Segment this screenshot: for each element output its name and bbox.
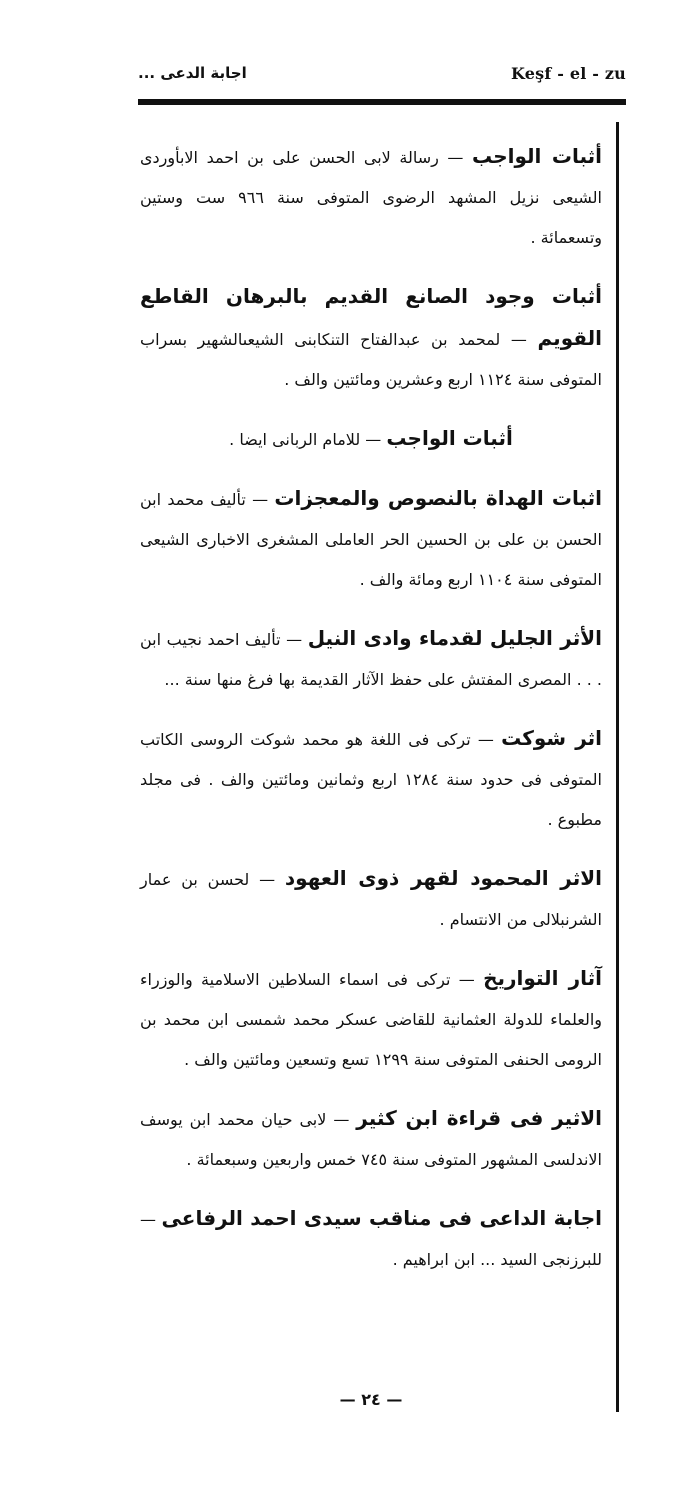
entry-body: — تأليف محمد ابن الحسن بن على بن الحسين الحر العاملى المشغرى الاخبارى الشيعى المتوفى سنة ١١٠٤ اربع ومائة والف . (140, 490, 602, 589)
entry (140, 418, 602, 460)
entry-body: — لمحمد بن عبدالفتاح التنكابنى الشيعىالشهير بسراب المتوفى سنة ١١٢٤ اربع وعشرين ومائتين والف . (140, 330, 602, 389)
entry-title: الأثر الجليل لقدماء وادى النيل (307, 626, 603, 650)
header-rule (138, 99, 626, 105)
entry-title: آثار التواريخ (483, 966, 603, 990)
entry (140, 1198, 602, 1280)
entry-title: أثبات الواجب (472, 144, 603, 168)
header-latin-title: Keşf - el - zu (511, 64, 626, 83)
entry-body: — لابى حيان محمد ابن يوسف الاندلسى المشهور المتوفى سنة ٧٤٥ خمس واربعين وسبعمائة . (140, 1110, 602, 1169)
entry (140, 858, 602, 940)
entry (140, 958, 602, 1080)
page-header (138, 64, 626, 92)
entry-title: اجابة الداعى فى مناقب سيدى احمد الرفاعى (161, 1206, 602, 1230)
entry-body: — لحسن بن عمار الشرنبلالى من الانتسام . (140, 870, 602, 929)
entry (140, 618, 602, 700)
entry (140, 136, 602, 258)
entry-title: أثبات وجود الصانع القديم بالبرهان القاطع القويم (140, 284, 602, 350)
entry-body: — للبرزنجى السيد ... ابن ابراهيم . (140, 1210, 602, 1269)
entry-title: الاثر المحمود لقهر ذوى العهود (284, 866, 602, 890)
entry (140, 1098, 602, 1180)
entry-body: — للامام الربانى ايضا . (229, 430, 382, 449)
entry-body: — رسالة لابى الحسن على بن احمد الابأوردى الشيعى نزيل المشهد الرضوى المتوفى سنة ٩٦٦ ست وستين وتسعمائة . (140, 148, 602, 247)
entry-body: — تأليف احمد نجيب ابن . . . المصرى المفتش على حفظ الآثار القديمة بها فرغ منها سنة ... (140, 630, 602, 689)
entry (140, 478, 602, 600)
entry (140, 718, 602, 840)
entry-title: اثبات الهداة بالنصوص والمعجزات (274, 486, 602, 510)
entry-body: — تركى فى اسماء السلاطين الاسلامية والوزراء والعلماء للدولة العثمانية للقاضى عسكر محمد شمسى ابن محمد بن الرومى الحنفى المتوفى سنة ١٢٩٩ تسع وتسعين ومائتين والف . (140, 970, 602, 1069)
entries-column (140, 120, 602, 1298)
page-number: — ٢٤ — (339, 1390, 403, 1409)
header-arabic-title: اجابة الدعى ... (138, 64, 247, 82)
entry (140, 276, 602, 400)
entry-title: الاثير فى قراءة ابن كثير (356, 1106, 602, 1130)
margin-line (616, 122, 619, 1412)
entry-title: اثر شوكت (501, 726, 602, 750)
entry-body: — تركى فى اللغة هو محمد شوكت الروسى الكاتب المتوفى فى حدود سنة ١٢٨٤ اربع وثمانين ومائتين والف . فى مجلد مطبوع . (140, 730, 602, 829)
entry-title: أثبات الواجب (386, 426, 513, 450)
